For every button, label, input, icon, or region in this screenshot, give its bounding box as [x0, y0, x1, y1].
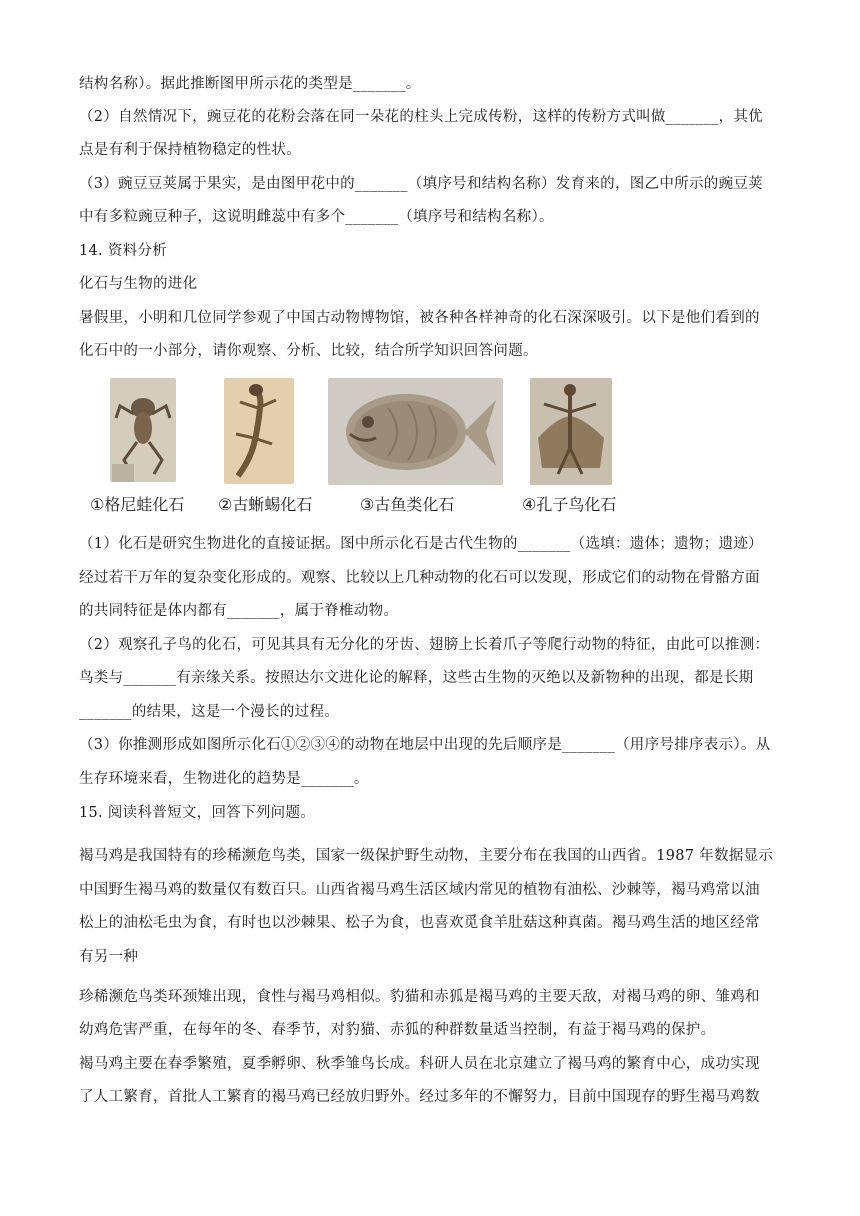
text-line: 幼鸡危害严重，在每年的冬、春季节，对豹猫、赤狐的种群数量适当控制，有益于褐马鸡的保护。 — [79, 1022, 716, 1038]
text-line: （1）化石是研究生物进化的直接证据。图中所示化石是古代生物的_______（选填：遗体；遗物；遗迹） — [79, 536, 763, 552]
question-number: 14. 资料分析 — [79, 243, 168, 259]
text-line: （3）豌豆豆荚属于果实，是由图甲花中的_______（填序号和结构名称）发育来的，图乙中所示的豌豆荚 — [79, 176, 763, 192]
text-line: 褐马鸡主要在春季繁殖，夏季孵卵、秋季雏鸟长成。科研人员在北京建立了褐马鸡的繁育中心，成功实现 — [79, 1056, 760, 1072]
question-number: 15. 阅读科普短文，回答下列问题。 — [79, 805, 316, 821]
text-line: 了人工繁育，首批人工繁育的褐马鸡已经放归野外。经过多年的不懈努力，目前中国现存的野生褐马鸡数 — [79, 1089, 760, 1105]
frog-fossil-image — [110, 378, 176, 482]
fossil-caption: ④孔子鸟化石 — [522, 495, 617, 514]
text-line: （2）自然情况下，豌豆花的花粉会落在同一朵花的柱头上完成传粉，这样的传粉方式叫做_______，其优 — [79, 109, 763, 125]
fossil-caption: ③古鱼类化石 — [360, 495, 455, 514]
text-line: 生存环境来看，生物进化的趋势是_______。 — [79, 771, 369, 787]
lizard-fossil-image — [224, 378, 294, 484]
text-line: 经过若干万年的复杂变化形成的。观察、比较以上几种动物的化石可以发现，形成它们的动物在骨骼方面 — [79, 570, 760, 586]
text-line: 有另一种 — [79, 949, 139, 965]
text-line: _______的结果，这是一个漫长的过程。 — [79, 704, 340, 720]
text-line: （3）你推测形成如图所示化石①②③④的动物在地层中出现的先后顺序是_______（用序号排序表示）。从 — [79, 737, 771, 753]
fossil-figure — [90, 378, 630, 520]
fossil-caption: ②古蜥蜴化石 — [218, 495, 313, 514]
text-line: 暑假里，小明和几位同学参观了中国古动物博物馆，被各种各样神奇的化石深深吸引。以下是他们看到的 — [79, 310, 760, 326]
text-line: 中国野生褐马鸡的数量仅有数百只。山西省褐马鸡生活区域内常见的植物有油松、沙棘等，褐马鸡常以油 — [79, 882, 760, 898]
fish-fossil-image — [328, 378, 503, 485]
bird-fossil-image — [530, 378, 612, 485]
text-line: 化石中的一小部分，请你观察、分析、比较，结合所学知识回答问题。 — [79, 343, 538, 359]
text-line: 的共同特征是体内都有_______，属于脊椎动物。 — [79, 603, 399, 619]
text-line: 珍稀濒危鸟类环颈雉出现，食性与褐马鸡相似。豹猫和赤狐是褐马鸡的主要天敌，对褐马鸡的卵、雏鸡和 — [79, 989, 760, 1005]
text-line: 松上的油松毛虫为食，有时也以沙棘果、松子为食，也喜欢觅食羊肚菇这种真菌。褐马鸡生活的地区经常 — [79, 915, 760, 931]
text-line: 褐马鸡是我国特有的珍稀濒危鸟类，国家一级保护野生动物，主要分布在我国的山西省。1987 年数据显示 — [79, 848, 774, 864]
text-line: 点是有利于保持植物稳定的性状。 — [79, 142, 301, 158]
section-subtitle: 化石与生物的进化 — [79, 276, 198, 292]
text-line: 中有多粒豌豆种子，这说明雌蕊中有多个_______（填序号和结构名称）。 — [79, 209, 554, 225]
text-line: 结构名称）。据此推断图甲所示花的类型是_______。 — [79, 76, 421, 92]
text-line: （2）观察孔子鸟的化石，可见其具有无分化的牙齿、翅膀上长着爪子等爬行动物的特征，由此可以推测： — [79, 637, 770, 653]
fossil-caption: ①格尼蛙化石 — [90, 495, 185, 514]
text-line: 鸟类与_______有亲缘关系。按照达尔文进化论的解释，这些古生物的灭绝以及新物种的出现，都是长期 — [79, 670, 754, 686]
